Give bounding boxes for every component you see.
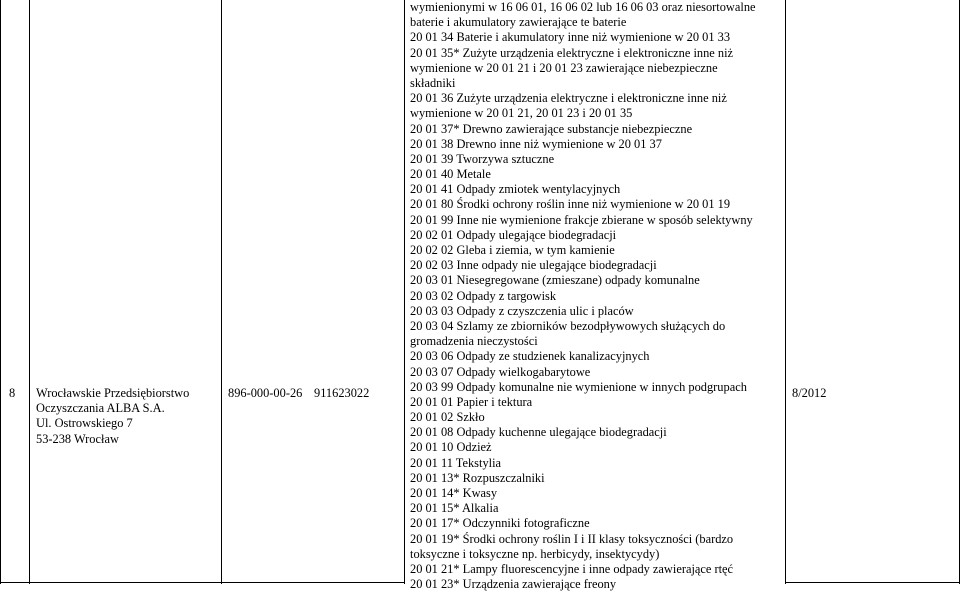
company-name-line-2: Oczyszczania ALBA S.A. [36,401,165,416]
column-divider-permit [785,0,786,584]
company-name-line-1: Wrocławskie Przedsiębiorstwo [36,386,190,400]
waste-code-line: gromadzenia nieczystości [410,334,538,349]
company-postal-city: 53-238 Wrocław [36,431,119,446]
waste-code-line: wymienione w 20 01 21 i 20 01 23 zawierające niebezpieczne [410,60,718,75]
table-border-left [0,0,1,584]
waste-code-line: 20 01 21* Lampy fluorescencyjne i inne odpady zawierające rtęć [410,561,734,576]
row-divider [0,582,404,583]
waste-code-line: 20 01 15* Alkalia [410,501,499,516]
waste-code-line: baterie i akumulatory zawierające te baterie [410,15,627,30]
company-street: Ul. Ostrowskiego 7 [36,416,133,431]
waste-code-line: wymienionymi w 16 06 01, 16 06 02 lub 16 06 03 oraz niesortowalne [410,0,756,14]
waste-code-line: wymienione w 20 01 21, 20 01 23 i 20 01 35 [410,106,633,121]
waste-code-list [410,0,756,592]
waste-code-line: składniki [410,75,456,90]
waste-code-line: 20 01 10 Odzież [410,440,492,455]
regon-number: 911623022 [314,386,370,400]
waste-code-line: 20 01 80 Środki ochrony roślin inne niż wymienione w 20 01 19 [410,197,731,212]
waste-code-line: 20 02 03 Inne odpady nie ulegające biodegradacji [410,258,657,273]
waste-code-line: 20 01 35* Zużyte urządzenia elektryczne i elektroniczne inne niż [410,45,734,60]
nip-number: 896-000-00-26 [228,386,303,400]
waste-code-line: 20 03 07 Odpady wielkogabarytowe [410,364,591,379]
row-number: 8 [9,386,16,400]
waste-code-line: 20 01 08 Odpady kuchenne ulegające biodegradacji [410,425,667,440]
company-cell [36,386,189,447]
permit-number: 8/2012 [792,386,827,400]
waste-code-line: 20 01 11 Tekstylia [410,455,502,470]
waste-code-line: 20 03 06 Odpady ze studzienek kanalizacyjnych [410,349,650,364]
waste-code-line: 20 01 19* Środki ochrony roślin I i II klasy toksyczności (bardzo [410,531,734,546]
waste-code-line: 20 03 02 Odpady z targowisk [410,288,557,303]
column-divider-company [29,0,30,584]
waste-code-line: 20 01 38 Drewno inne niż wymienione w 20 01 37 [410,136,662,151]
waste-code-line: 20 02 01 Odpady ulegające biodegradacji [410,227,617,242]
waste-code-line: 20 01 99 Inne nie wymienione frakcje zbierane w sposób selektywny [410,212,753,227]
column-divider-nip [221,0,222,584]
waste-code-line: toksyczne i toksyczne np. herbicydy, insektycydy) [410,546,660,561]
column-divider-waste [404,0,405,584]
row-divider-right [785,582,960,583]
waste-code-line: 20 03 01 Niesegregowane (zmieszane) odpady komunalne [410,273,700,288]
waste-code-line: 20 01 34 Baterie i akumulatory inne niż wymienione w 20 01 33 [410,30,731,45]
waste-code-line: 20 01 13* Rozpuszczalniki [410,470,545,485]
waste-code-line: 20 01 36 Zużyte urządzenia elektryczne i elektroniczne inne niż [410,91,727,106]
waste-code-line: 20 01 39 Tworzywa sztuczne [410,151,555,166]
waste-code-line: 20 01 40 Metale [410,167,491,182]
waste-code-line: 20 02 02 Gleba i ziemia, w tym kamienie [410,243,615,257]
waste-code-line: 20 01 41 Odpady zmiotek wentylacyjnych [410,182,621,197]
waste-code-line: 20 01 37* Drewno zawierające substancje niebezpieczne [410,121,693,136]
waste-code-line: 20 03 03 Odpady z czyszczenia ulic i placów [410,303,634,318]
waste-code-line: 20 03 04 Szlamy ze zbiorników bezodpływowych służących do [410,318,726,333]
waste-code-line: 20 03 99 Odpady komunalne nie wymienione w innych podgrupach [410,379,747,394]
waste-code-line: 20 01 23* Urządzenia zawierające freony [410,577,617,592]
waste-code-line: 20 01 14* Kwasy [410,486,498,500]
waste-code-line: 20 01 01 Papier i tektura [410,394,533,409]
waste-code-line: 20 01 17* Odczynniki fotograficzne [410,516,590,531]
waste-code-line: 20 01 02 Szkło [410,410,485,425]
